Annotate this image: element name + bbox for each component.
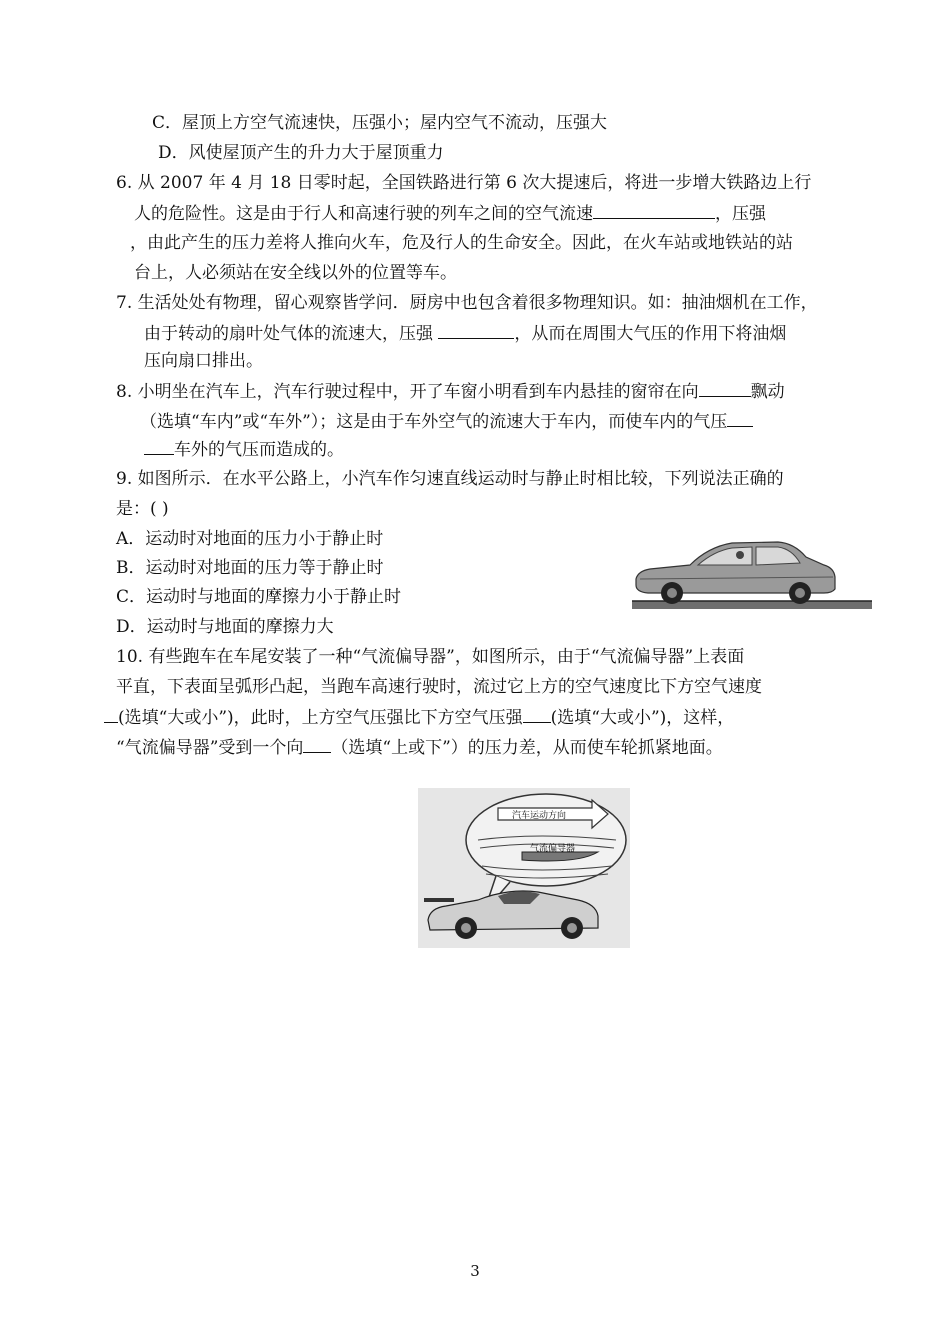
motion-direction-label: 汽车运动方向 — [512, 811, 567, 821]
q10-answer-blank-2[interactable] — [523, 706, 551, 723]
q9-line-2: 是：( ) — [116, 499, 169, 519]
q6-answer-blank[interactable] — [593, 202, 715, 219]
q8-line-3 — [144, 438, 344, 461]
q6-line-1: 6. 从 2007 年 4 月 18 日零时起，全国铁路进行第 6 次大提速后，将进一步增大铁路边上行 — [116, 173, 812, 193]
q8-line-2 — [140, 410, 753, 433]
q8-line-1-text: 8. 小明坐在汽车上，汽车行驶过程中，开了车窗小明看到车内悬挂的窗帘在向 — [116, 382, 699, 402]
q9-option-a: A．运动时对地面的压力小于静止时 — [116, 529, 384, 549]
q9-option-b: B．运动时对地面的压力等于静止时 — [116, 558, 384, 578]
driver-silhouette — [736, 551, 744, 559]
sedan-car-figure — [628, 535, 876, 615]
q10-line-4-text: “气流偏导器”受到一个向 — [116, 738, 304, 758]
q10-line-1: 10. 有些跑车在车尾安装了一种“气流偏导器”，如图所示，由于“气流偏导器”上表面 — [116, 647, 745, 667]
q7-line-2-tail: ，从而在周围大气压的作用下将油烟 — [514, 324, 787, 344]
rear-spoiler — [424, 898, 454, 902]
q7-line-2-text: 由于转动的扇叶处气体的流速大，压强 — [144, 324, 433, 344]
q10-line-4 — [116, 736, 723, 759]
q10-line-4-tail: （选填“上或下”）的压力差，从而使车轮抓紧地面。 — [331, 738, 723, 758]
q10-line-3 — [104, 706, 734, 729]
q10-line-3-text: (选填“大或小”)，此时，上方空气压强比下方空气压强 — [118, 708, 523, 728]
q9-option-d: D．运动时与地面的摩擦力大 — [116, 617, 334, 637]
q8-answer-blank-1[interactable] — [699, 380, 751, 397]
q6-line-2-text: 人的危险性。这是由于行人和高速行驶的列车之间的空气流速 — [134, 204, 593, 224]
q8-line-2-text: （选填“车内”或“车外”）；这是由于车外空气的流速大于车内，而使车内的气压 — [140, 412, 728, 432]
q10-answer-blank-1[interactable] — [104, 706, 118, 723]
spoiler-label: 气流偏导器 — [530, 844, 576, 854]
q7-line-3: 压向扇口排出。 — [144, 351, 263, 371]
q9-option-c: C．运动时与地面的摩擦力小于静止时 — [116, 587, 402, 607]
page-number: 3 — [470, 1262, 480, 1280]
q9-line-1: 9. 如图所示．在水平公路上，小汽车作匀速直线运动时与静止时相比较，下列说法正确的 — [116, 469, 784, 489]
q8-answer-blank-2b[interactable] — [144, 438, 174, 455]
q5-option-d: D．风使屋顶产生的升力大于屋顶重力 — [158, 143, 444, 163]
q5-option-c: C．屋顶上方空气流速快，压强小；屋内空气不流动，压强大 — [152, 113, 608, 133]
q6-line-3: ，由此产生的压力差将人推向火车，危及行人的生命安全。因此，在火车站或地铁站的站 — [130, 233, 793, 253]
q7-line-1: 7. 生活处处有物理，留心观察皆学问．厨房中也包含着很多物理知识。如：抽油烟机在工作， — [116, 293, 818, 313]
q6-line-2 — [134, 202, 766, 225]
spoiler-figure — [418, 788, 630, 948]
q10-answer-blank-3[interactable] — [303, 736, 331, 753]
q10-line-3-tail: (选填“大或小”)，这样， — [550, 708, 735, 728]
q8-answer-blank-2a[interactable] — [727, 410, 753, 427]
q7-line-2 — [144, 322, 786, 345]
q8-line-1 — [116, 380, 785, 403]
q8-line-3-text: 车外的气压而造成的。 — [174, 440, 344, 460]
q6-line-2-tail: ，压强 — [715, 204, 766, 224]
q7-answer-blank[interactable] — [438, 322, 514, 339]
q8-line-1-tail: 飘动 — [750, 382, 785, 402]
q10-line-2: 平直，下表面呈弧形凸起，当跑车高速行驶时，流过它上方的空气速度比下方空气速度 — [116, 677, 762, 697]
q6-line-4: 台上，人必须站在安全线以外的位置等车。 — [134, 263, 457, 283]
